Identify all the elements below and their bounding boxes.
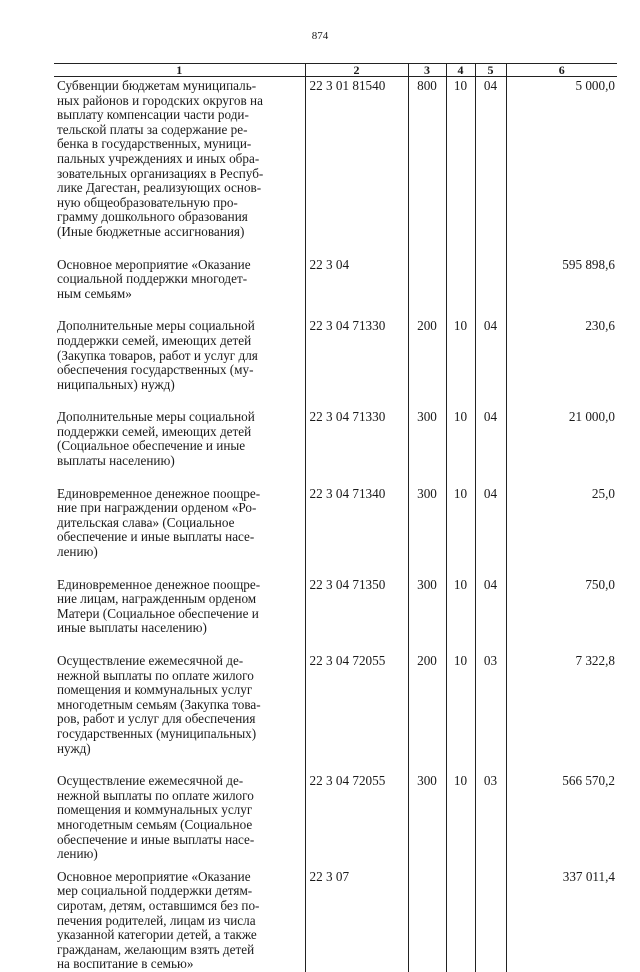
row-amount: 230,6 — [506, 317, 617, 408]
description-line: государственных (муниципальных) — [57, 725, 257, 741]
description-line: нежной выплаты по оплате жилого — [57, 667, 254, 683]
row-amount: 337 011,4 — [506, 868, 617, 972]
row-col-4: 10 — [446, 317, 475, 408]
row-col-4: 10 — [446, 772, 475, 868]
row-col-3: 300 — [408, 408, 446, 484]
description-line: Единовременное денежное поощре- — [57, 485, 261, 501]
description-line: бенка в государственных, муници- — [57, 136, 252, 152]
description-line: печения родителей, лицам из числа — [57, 912, 256, 928]
description-line: ную общеобразовательную про- — [57, 194, 238, 210]
row-col-5: 03 — [475, 652, 506, 772]
description-line: лению) — [57, 846, 98, 862]
row-amount: 25,0 — [506, 485, 617, 576]
row-col-4: 10 — [446, 408, 475, 484]
row-description — [54, 576, 305, 652]
description-line: (Закупка товаров, работ и услуг для — [57, 347, 258, 363]
description-line: Дополнительные меры социальной — [57, 409, 255, 425]
description-line: помещения и коммунальных услуг — [57, 682, 253, 698]
description-line: Единовременное денежное поощре- — [57, 576, 261, 592]
row-amount: 566 570,2 — [506, 772, 617, 868]
description-line: выплату компенсации части роди- — [57, 107, 249, 123]
row-description — [54, 256, 305, 318]
description-line: Дополнительные меры социальной — [57, 318, 255, 334]
description-line: указанной категории детей, а также — [57, 927, 257, 943]
description-line: гражданам, желающим взять детей — [57, 941, 255, 957]
row-amount: 7 322,8 — [506, 652, 617, 772]
row-col-5: 04 — [475, 576, 506, 652]
row-description — [54, 772, 305, 868]
row-col-5: 04 — [475, 485, 506, 576]
description-line: зовательных организациях в Респуб- — [57, 165, 264, 181]
row-description — [54, 408, 305, 484]
row-amount: 595 898,6 — [506, 256, 617, 318]
row-amount: 21 000,0 — [506, 408, 617, 484]
description-line: ние при награждении орденом «Ро- — [57, 500, 257, 516]
row-col-5 — [475, 256, 506, 318]
row-col-4: 10 — [446, 576, 475, 652]
description-line: Основное мероприятие «Оказание — [57, 256, 251, 272]
row-col-3 — [408, 256, 446, 318]
row-col-3: 200 — [408, 652, 446, 772]
row-description — [54, 77, 305, 256]
description-line: (Иные бюджетные ассигнования) — [57, 223, 245, 239]
description-line: ров, работ и услуг для обеспечения — [57, 711, 256, 727]
row-code: 22 3 04 — [305, 256, 408, 318]
col-header-1: 1 — [54, 64, 305, 77]
table-row — [54, 772, 617, 868]
description-line: грамму дошкольного образования — [57, 209, 248, 225]
budget-table — [54, 63, 617, 972]
row-col-4: 10 — [446, 652, 475, 772]
row-code: 22 3 04 71330 — [305, 408, 408, 484]
description-line: обеспечение и иные выплаты насе- — [57, 831, 255, 847]
table-row — [54, 408, 617, 484]
row-col-5: 04 — [475, 317, 506, 408]
row-description — [54, 868, 305, 972]
row-description — [54, 485, 305, 576]
row-code: 22 3 01 81540 — [305, 77, 408, 256]
row-code: 22 3 04 71330 — [305, 317, 408, 408]
row-col-4 — [446, 256, 475, 318]
description-line: нужд) — [57, 740, 91, 756]
description-line: иные выплаты населению) — [57, 620, 207, 636]
row-col-5 — [475, 868, 506, 972]
row-col-3 — [408, 868, 446, 972]
description-line: Субвенции бюджетам муниципаль- — [57, 78, 257, 93]
description-line: (Социальное обеспечение и иные — [57, 438, 246, 454]
row-col-5: 03 — [475, 772, 506, 868]
description-line: нежной выплаты по оплате жилого — [57, 787, 254, 803]
description-line: лению) — [57, 544, 98, 560]
description-line: на воспитание в семью» — [57, 956, 194, 972]
description-line: обеспечение и иные выплаты насе- — [57, 529, 255, 545]
table-row — [54, 317, 617, 408]
row-col-3: 300 — [408, 576, 446, 652]
description-line: пальных учреждениях и иных обра- — [57, 150, 260, 166]
description-line: мер социальной поддержки детям- — [57, 883, 253, 899]
description-line: поддержки семей, имеющих детей — [57, 423, 252, 439]
col-header-2: 2 — [305, 64, 408, 77]
col-header-6: 6 — [506, 64, 617, 77]
description-line: ние лицам, награжденным орденом — [57, 591, 257, 607]
description-line: Основное мероприятие «Оказание — [57, 868, 251, 884]
table-row — [54, 77, 617, 256]
row-code: 22 3 04 71350 — [305, 576, 408, 652]
col-header-4: 4 — [446, 64, 475, 77]
col-header-3: 3 — [408, 64, 446, 77]
description-line: помещения и коммунальных услуг — [57, 802, 253, 818]
row-col-4 — [446, 868, 475, 972]
description-line: многодетным семьям (Закупка това- — [57, 696, 261, 712]
row-code: 22 3 04 72055 — [305, 652, 408, 772]
row-col-4: 10 — [446, 485, 475, 576]
row-code: 22 3 07 — [305, 868, 408, 972]
description-line: социальной поддержки многодет- — [57, 271, 248, 287]
row-description — [54, 317, 305, 408]
description-line: Матери (Социальное обеспечение и — [57, 605, 259, 621]
table-row — [54, 485, 617, 576]
row-amount: 750,0 — [506, 576, 617, 652]
description-line: ных районов и городских округов на — [57, 92, 263, 108]
description-line: выплаты населению) — [57, 453, 175, 469]
col-header-5: 5 — [475, 64, 506, 77]
row-code: 22 3 04 72055 — [305, 772, 408, 868]
row-col-3: 300 — [408, 485, 446, 576]
description-line: сиротам, детям, оставшимся без по- — [57, 897, 260, 913]
row-col-3: 300 — [408, 772, 446, 868]
description-line: тельской платы за содержание ре- — [57, 121, 248, 137]
row-col-5: 04 — [475, 77, 506, 256]
row-col-4: 10 — [446, 77, 475, 256]
header-row — [54, 64, 617, 77]
row-code: 22 3 04 71340 — [305, 485, 408, 576]
table-row — [54, 576, 617, 652]
description-line: Осуществление ежемесячной де- — [57, 653, 244, 668]
page-number: 874 — [311, 30, 329, 42]
row-col-3: 800 — [408, 77, 446, 256]
table-row — [54, 256, 617, 318]
row-amount: 5 000,0 — [506, 77, 617, 256]
description-line: лике Дагестан, реализующих основ- — [57, 180, 262, 196]
row-col-5: 04 — [475, 408, 506, 484]
description-line: дительская слава» (Социальное — [57, 514, 235, 530]
table-row — [54, 652, 617, 772]
table-body — [54, 77, 617, 972]
table-row — [54, 868, 617, 972]
description-line: многодетным семьям (Социальное — [57, 816, 253, 832]
row-col-3: 200 — [408, 317, 446, 408]
description-line: обеспечения государственных (му- — [57, 362, 254, 378]
description-line: ниципальных) нужд) — [57, 376, 175, 392]
description-line: Осуществление ежемесячной де- — [57, 773, 244, 789]
description-line: ным семьям» — [57, 285, 132, 301]
row-description — [54, 652, 305, 772]
description-line: поддержки семей, имеющих детей — [57, 332, 252, 348]
